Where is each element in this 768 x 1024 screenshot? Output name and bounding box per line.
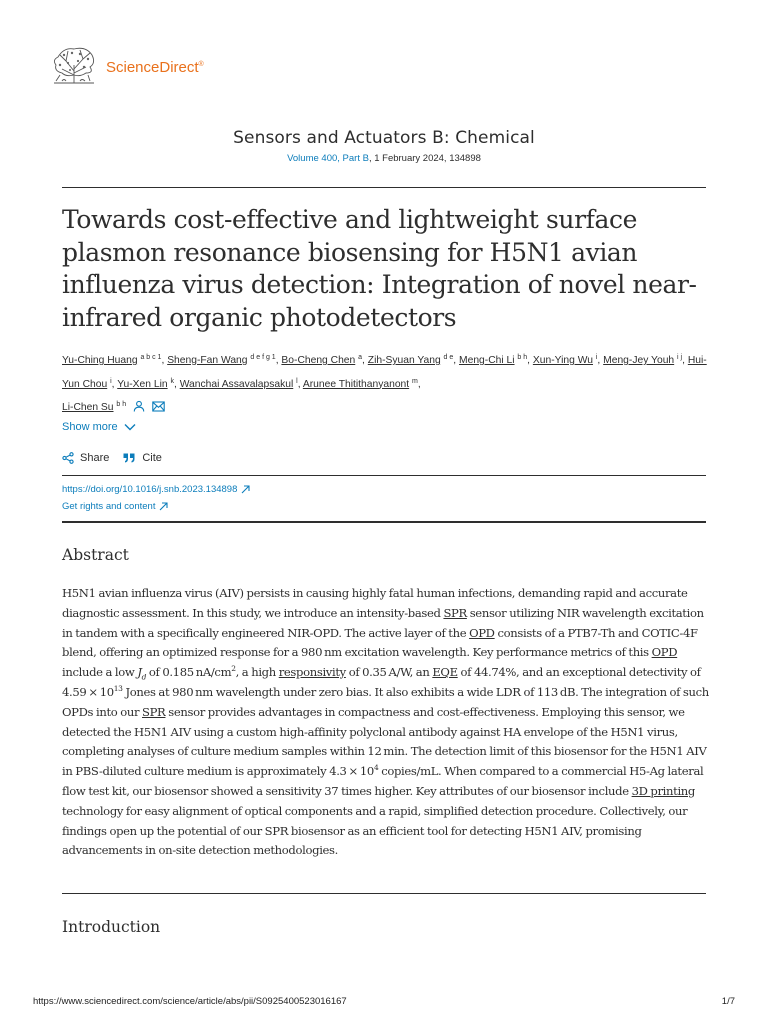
author-affiliation: i [110, 377, 112, 385]
author-name: Arunee Thitithanyanont [302, 378, 410, 390]
author-name: Yu-Xen Lin [117, 378, 168, 390]
actions-divider [62, 475, 706, 476]
sciencedirect-brand[interactable] [106, 59, 204, 76]
author-name: Xun-Ying Wu [532, 355, 593, 366]
eqe-link[interactable]: EQE [432, 665, 458, 680]
person-icon[interactable] [133, 400, 145, 412]
author-link[interactable] [281, 355, 362, 366]
brand-registered-mark: ® [198, 61, 204, 68]
rights-link[interactable] [62, 501, 168, 512]
author-name: Wanchai Assavalapsakul [179, 378, 294, 390]
rights-text: Get rights and content [62, 501, 156, 512]
author-link[interactable] [303, 379, 418, 390]
author-affiliation: a b c 1 [140, 354, 162, 361]
author-affiliation: l [296, 377, 298, 385]
abstract-top-divider [62, 521, 706, 523]
responsivity-link[interactable]: responsivity [278, 665, 346, 680]
author-name: Hui-Yun Chou [62, 355, 707, 390]
opd-link[interactable]: OPD [469, 625, 495, 640]
share-button[interactable] [62, 452, 109, 464]
opd-link[interactable]: OPD [651, 645, 678, 660]
author-list: Yu-Ching Huang $^{a b c 1}$, Sheng-Fan Wang $^{d e f g 1}$, Bo-Cheng Chen $^a$, Zih-Syuan Yang $^{d e}$, Meng-Chi Li $^{b h}$, Xun-Ying Wu $^i$, Meng-Jey Youh $^{i j}$, Hui-Yun Chou $^i$, Yu-Xen Lin $^k$, Wanchai Assavalapsakul $^l$, Arunee Thitithanyanont $^m$, Li-Chen Su $^{b h}$ [62, 354, 707, 413]
quote-icon [123, 453, 136, 463]
author-link[interactable] [603, 355, 682, 366]
author-name: Meng-Chi Li [459, 355, 515, 366]
author-link[interactable] [62, 402, 126, 413]
author-name: Yu-Ching Huang [62, 355, 138, 366]
print-page-number: 1/7 [721, 996, 735, 1007]
external-link-icon [159, 502, 168, 511]
author-affiliation: d e [443, 354, 454, 361]
author-affiliation: i j [677, 354, 683, 361]
show-more-label: Show more [62, 421, 118, 433]
3d-printing-link[interactable]: 3D printing [631, 783, 695, 798]
volume-link[interactable]: Volume 400, Part B [287, 153, 369, 164]
author-link[interactable] [180, 379, 298, 390]
introduction-divider [62, 893, 706, 894]
cite-button[interactable] [123, 452, 162, 464]
spr-link[interactable]: SPR [443, 605, 467, 620]
doi-link[interactable] [62, 484, 250, 495]
author-link[interactable] [368, 355, 454, 366]
chevron-down-icon [124, 423, 136, 431]
print-url: https://www.sciencedirect.com/science/article/abs/pii/S0925400523016167 [33, 996, 347, 1007]
email-icon[interactable] [152, 401, 165, 412]
author-link[interactable] [167, 355, 276, 366]
author-name: Bo-Cheng Chen [281, 355, 356, 366]
author-link[interactable] [62, 355, 161, 366]
external-link-icon [241, 485, 250, 494]
share-label: Share [80, 452, 110, 464]
author-name: Meng-Jey Youh [603, 355, 675, 366]
abstract-text: H5N1 avian influenza virus (AIV) persists in causing highly fatal human infections, demanding rapid and accurate diagnostic assessment. In this study, we introduce an intensity-based SPR sensor utilizing NIR wavelength excitation in tandem with a specifically engineered NIR-OPD. The active layer of the OPD consists of a PTB7-Th and COTIC-4F blend, offering an optimized response for a 980 nm excitation wavelength. Key performance metrics of this OPD include a low $J_d$ of 0.185 $nA/cm^2$, a high responsivity of 0.35 A/W, an EQE of 44.74%, and an exceptional detectivity of $4.59 \times 10^{13}$ Jones at 980 nm wavelength under zero bias. It also exhibits a wide LDR of 113 dB. The integration of such OPDs into our SPR sensor provides advantages in compactness and cost-effectiveness. Employing this sensor, we detected the H5N1 AIV using a custom high-affinity polyclonal antibody against HA envelope of the H5N1 virus, completing analyses of culture medium samples within 12 min. The detection limit of this biosensor for the H5N1 AIV in PBS-diluted culture medium is approximately $4.3 \times 10^4$ copies/mL. When compared to a commercial H5-Ag lateral flow test kit, our biosensor showed a sensitivity 37 times higher. Key attributes of our biosensor include 3D printing technology for easy alignment of optical components and a rapid, simplified detection procedure. Collectively, our findings open up the potential of our SPR biosensor as an efficient tool for detecting H5N1 AIV, promising advancements in on-site detection methodologies. [62, 586, 709, 858]
author-affiliation: i [595, 354, 598, 361]
share-icon [62, 452, 74, 464]
cite-label: Cite [142, 452, 162, 464]
author-affiliation: b h [116, 401, 127, 408]
author-affiliation: k [170, 377, 174, 385]
author-link[interactable] [533, 355, 598, 366]
spr-link[interactable]: SPR [142, 704, 166, 719]
volume-date: , 1 February 2024, 134898 [368, 153, 481, 164]
author-link[interactable] [459, 355, 527, 366]
introduction-heading: Introduction [62, 918, 161, 936]
author-affiliation: b h [517, 354, 528, 361]
doi-text: https://doi.org/10.1016/j.snb.2023.134898 [62, 484, 238, 495]
article-actions [62, 452, 162, 464]
author-name: Zih-Syuan Yang [367, 355, 441, 366]
show-more-button[interactable] [62, 421, 136, 433]
author-name: Li-Chen Su [62, 402, 114, 413]
volume-info [0, 153, 768, 164]
author-link[interactable] [117, 379, 174, 390]
header-divider [62, 187, 706, 188]
article-title: Towards cost-effective and lightweight surface plasmon resonance biosensing for H5N1 avian influenza virus detection: Integration of novel near-infrared organic photodetectors [62, 205, 697, 332]
author-affiliation: m [412, 377, 418, 385]
journal-title[interactable]: Sensors and Actuators B: Chemical [233, 128, 535, 148]
author-affiliation: d e f g 1 [250, 354, 276, 361]
elsevier-tree-logo[interactable] [50, 45, 98, 85]
brand-text: ScienceDirect [106, 59, 199, 76]
author-affiliation: a [358, 354, 363, 361]
author-name: Sheng-Fan Wang [167, 355, 248, 366]
abstract-heading: Abstract [62, 546, 129, 564]
